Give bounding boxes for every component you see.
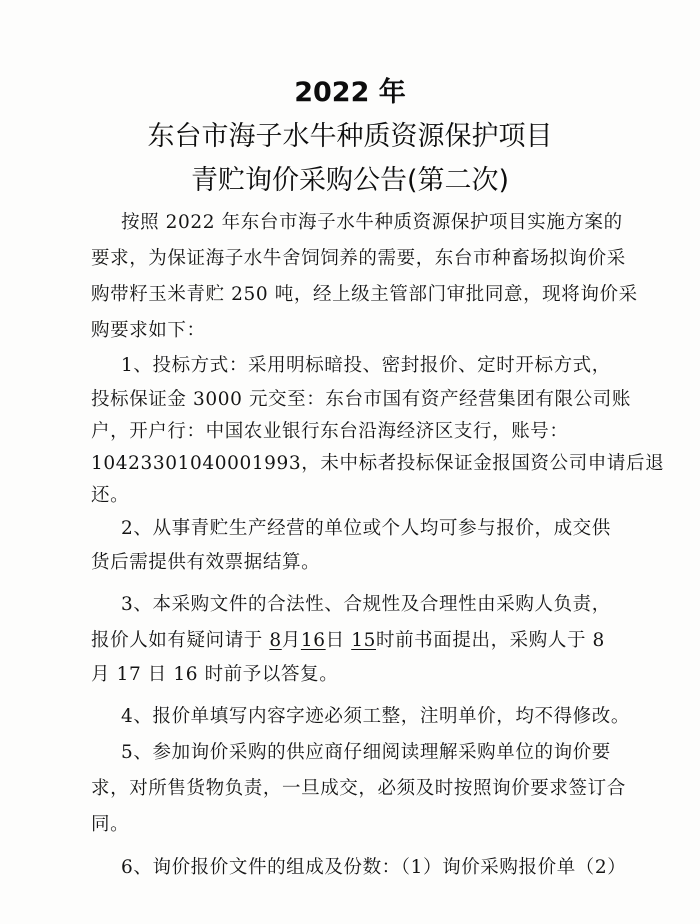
- title-year: 2022 年: [294, 77, 406, 108]
- item6-line-1: 6、询价报价文件的组成及份数：（1）询价采购报价单（2）: [121, 857, 627, 878]
- deadline-month-unit: 月: [281, 630, 301, 651]
- item1-line-3: 户，开户行：中国农业银行东台沿海经济区支行，账号：: [91, 421, 569, 442]
- deadline-day-unit: 日: [325, 630, 345, 651]
- item5-line-3: 同。: [91, 814, 130, 835]
- intro-line-4: 购要求如下：: [91, 320, 206, 341]
- title-project: 东台市海子水牛种质资源保护项目: [147, 121, 553, 152]
- deadline-hour: 15: [351, 630, 376, 651]
- item1-line-2: 投标保证金 3000 元交至：东台市国有资产经营集团有限公司账: [91, 389, 631, 410]
- item3-line-3: 月 17 日 16 时前予以答复。: [91, 664, 339, 685]
- item4-line-1: 4、报价单填写内容字迹必须工整，注明单价，均不得修改。: [121, 706, 630, 727]
- intro-line-3: 购带籽玉米青贮 250 吨，经上级主管部门审批同意，现将询价采: [91, 284, 638, 305]
- item3-line-2: [91, 630, 605, 652]
- item3-line-1: 3、本采购文件的合法性、合规性及合理性由采购人负责，: [121, 594, 611, 615]
- deadline-month: 8: [269, 630, 282, 651]
- deadline-day: 16: [300, 630, 326, 651]
- item5-line-1: 5、参加询价采购的供应商仔细阅读理解采购单位的询价要: [121, 742, 611, 763]
- item2-line-1: 2、从事青贮生产经营的单位或个人均可参与报价，成交供: [121, 518, 611, 539]
- item3-deadline-tail: 时前书面提出，采购人于 8: [375, 630, 605, 651]
- item1-line-4: 10423301040001993，未中标者投标保证金报国资公司申请后退: [91, 453, 665, 474]
- item5-line-2: 求，对所售货物负责，一旦成交，必须及时按照询价要求签订合: [91, 778, 626, 799]
- item1-line-5: 还。: [91, 485, 130, 506]
- item2-line-2: 货后需提供有效票据结算。: [91, 552, 321, 573]
- title-announcement: 青贮询价采购公告(第二次): [190, 165, 510, 196]
- intro-line-2: 要求，为保证海子水牛舍饲饲养的需要，东台市种畜场拟询价采: [91, 248, 626, 269]
- item1-line-1: 1、投标方式：采用明标暗投、密封报价、定时开标方式，: [121, 355, 611, 376]
- item3-deadline-lead: 报价人如有疑问请于: [91, 630, 263, 651]
- intro-line-1: 按照 2022 年东台市海子水牛种质资源保护项目实施方案的: [121, 212, 623, 233]
